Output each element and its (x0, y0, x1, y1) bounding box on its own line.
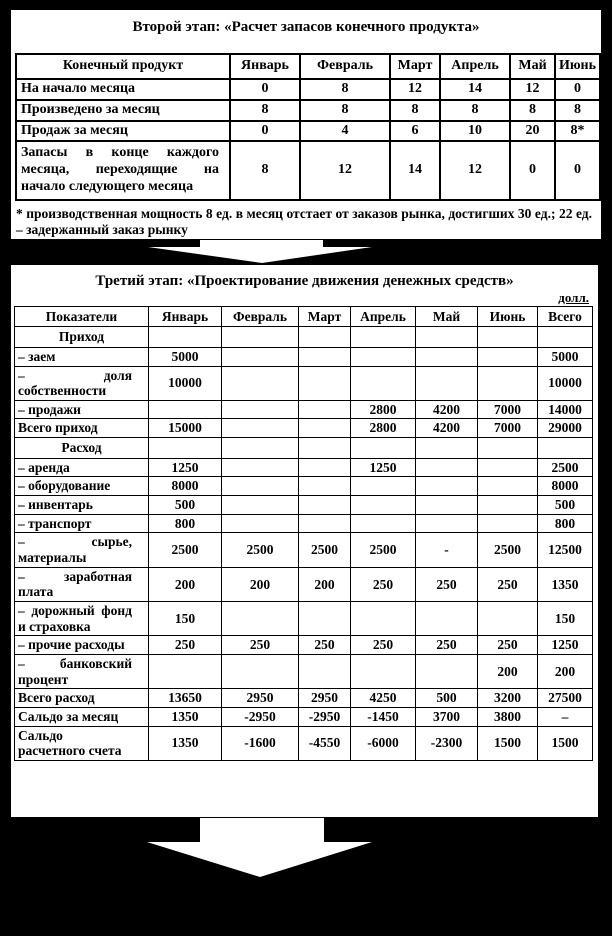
value-cell: 14000 (538, 400, 593, 419)
value-cell (222, 366, 299, 400)
value-cell (351, 477, 416, 496)
value-cell: 200 (538, 655, 593, 689)
column-header: Январь (230, 54, 300, 79)
value-cell: 10000 (538, 366, 593, 400)
value-cell: 8 (440, 100, 510, 121)
value-cell (478, 458, 538, 477)
header-row (16, 54, 600, 79)
value-cell (478, 602, 538, 636)
value-cell (351, 438, 416, 459)
value-cell (299, 602, 351, 636)
value-cell (416, 477, 478, 496)
table-row (15, 438, 593, 459)
row-label: На начало месяца (16, 79, 230, 100)
table-row (15, 655, 593, 689)
value-cell: 500 (416, 689, 478, 708)
value-cell (149, 438, 222, 459)
table-row (15, 477, 593, 496)
value-cell (538, 438, 593, 459)
section-label: Расход (15, 438, 149, 459)
row-label: – оборудование (15, 477, 149, 496)
value-cell: 0 (230, 121, 300, 142)
column-header: Апрель (351, 306, 416, 327)
value-cell: 0 (555, 79, 600, 100)
value-cell (351, 347, 416, 366)
column-header: Апрель (440, 54, 510, 79)
table-row (15, 689, 593, 708)
table-row (15, 400, 593, 419)
column-header: Конечный продукт (16, 54, 230, 79)
value-cell: -2950 (299, 707, 351, 726)
value-cell (416, 366, 478, 400)
down-arrow-icon (0, 818, 612, 936)
value-cell: 8* (555, 121, 600, 142)
value-cell: 2500 (149, 533, 222, 567)
value-cell: 4250 (351, 689, 416, 708)
value-cell: 3200 (478, 689, 538, 708)
value-cell: 200 (478, 655, 538, 689)
value-cell: 200 (222, 567, 299, 601)
value-cell (299, 514, 351, 533)
row-label: – аренда (15, 458, 149, 477)
value-cell: 2500 (538, 458, 593, 477)
value-cell: 5000 (149, 347, 222, 366)
value-cell (351, 655, 416, 689)
value-cell: 14 (390, 141, 440, 199)
value-cell (299, 458, 351, 477)
column-header: Февраль (300, 54, 390, 79)
value-cell (149, 327, 222, 348)
value-cell: 8 (300, 79, 390, 100)
value-cell: 2500 (351, 533, 416, 567)
row-label: Запасы в конце каждого месяца, переходящие на начало следующего месяца (16, 141, 230, 199)
column-header: Показатели (15, 306, 149, 327)
value-cell: 14 (440, 79, 510, 100)
table-row (15, 567, 593, 601)
value-cell (222, 514, 299, 533)
value-cell: 500 (538, 496, 593, 515)
row-label: – заработная плата (15, 567, 149, 601)
value-cell: 8 (230, 100, 300, 121)
table-row (16, 141, 600, 199)
value-cell: 12 (440, 141, 510, 199)
value-cell: 250 (299, 636, 351, 655)
value-cell (478, 477, 538, 496)
value-cell: 250 (351, 567, 416, 601)
value-cell: 12 (390, 79, 440, 100)
table-row (15, 496, 593, 515)
column-header: Всего (538, 306, 593, 327)
row-label: Сальдо расчетного счета (15, 726, 149, 760)
value-cell: 7000 (478, 400, 538, 419)
value-cell (478, 347, 538, 366)
value-cell (222, 458, 299, 477)
row-label: – прочие расходы (15, 636, 149, 655)
value-cell: 8 (390, 100, 440, 121)
value-cell: 13650 (149, 689, 222, 708)
value-cell (299, 327, 351, 348)
value-cell (416, 602, 478, 636)
value-cell: 8000 (538, 477, 593, 496)
value-cell: 2950 (222, 689, 299, 708)
value-cell: 1500 (538, 726, 593, 760)
value-cell (222, 602, 299, 636)
value-cell: 10 (440, 121, 510, 142)
value-cell (222, 400, 299, 419)
column-header: Март (299, 306, 351, 327)
table-row (15, 533, 593, 567)
value-cell (222, 419, 299, 438)
header-row (15, 306, 593, 327)
row-label: Произведено за месяц (16, 100, 230, 121)
value-cell: 20 (510, 121, 555, 142)
table-row (15, 419, 593, 438)
value-cell: 7000 (478, 419, 538, 438)
value-cell: -1450 (351, 707, 416, 726)
value-cell: 250 (478, 636, 538, 655)
currency-label: долл. (558, 290, 589, 306)
value-cell: 150 (538, 602, 593, 636)
value-cell: 4200 (416, 419, 478, 438)
value-cell (416, 347, 478, 366)
value-cell: 800 (538, 514, 593, 533)
value-cell: 5000 (538, 347, 593, 366)
value-cell: 8000 (149, 477, 222, 496)
value-cell: 12 (300, 141, 390, 199)
value-cell (222, 438, 299, 459)
column-header: Март (390, 54, 440, 79)
value-cell: 0 (555, 141, 600, 199)
row-label: – дорожный фонд и страховка (15, 602, 149, 636)
value-cell: 4200 (416, 400, 478, 419)
value-cell: 2800 (351, 419, 416, 438)
value-cell (478, 496, 538, 515)
value-cell (351, 514, 416, 533)
value-cell (149, 655, 222, 689)
table-row (15, 514, 593, 533)
value-cell (222, 327, 299, 348)
column-header: Июнь (555, 54, 600, 79)
value-cell (149, 400, 222, 419)
value-cell: 27500 (538, 689, 593, 708)
value-cell (299, 438, 351, 459)
value-cell: 200 (149, 567, 222, 601)
value-cell (416, 655, 478, 689)
value-cell: 8 (300, 100, 390, 121)
value-cell: -2300 (416, 726, 478, 760)
value-cell (416, 438, 478, 459)
value-cell (478, 327, 538, 348)
value-cell (222, 347, 299, 366)
stage3-title: Третий этап: «Проектирование движения денежных средств» (95, 273, 514, 289)
value-cell: 12500 (538, 533, 593, 567)
value-cell: 1350 (149, 707, 222, 726)
value-cell: 1350 (149, 726, 222, 760)
value-cell (351, 327, 416, 348)
value-cell: 500 (149, 496, 222, 515)
value-cell (416, 327, 478, 348)
value-cell (299, 366, 351, 400)
column-header: Май (510, 54, 555, 79)
table-row (15, 347, 593, 366)
value-cell: 4 (300, 121, 390, 142)
value-cell: 150 (149, 602, 222, 636)
value-cell (351, 602, 416, 636)
table-row (15, 366, 593, 400)
value-cell (416, 514, 478, 533)
value-cell: 8 (555, 100, 600, 121)
column-header: Февраль (222, 306, 299, 327)
value-cell: -6000 (351, 726, 416, 760)
value-cell (538, 327, 593, 348)
value-cell: 12 (510, 79, 555, 100)
value-cell (222, 496, 299, 515)
row-label: Сальдо за месяц (15, 707, 149, 726)
value-cell: 15000 (149, 419, 222, 438)
value-cell (416, 496, 478, 515)
value-cell (222, 655, 299, 689)
row-label: – банковский процент (15, 655, 149, 689)
row-label: – сырье, материалы (15, 533, 149, 567)
section-label: Приход (15, 327, 149, 348)
value-cell: – (538, 707, 593, 726)
table-row (15, 327, 593, 348)
value-cell (416, 458, 478, 477)
value-cell (478, 366, 538, 400)
column-header: Июнь (478, 306, 538, 327)
value-cell: 250 (222, 636, 299, 655)
value-cell: 3800 (478, 707, 538, 726)
stage2-title: Второй этап: «Расчет запасов конечного продукта» (132, 19, 480, 35)
value-cell: 200 (299, 567, 351, 601)
value-cell: -4550 (299, 726, 351, 760)
value-cell (351, 496, 416, 515)
row-label: – доля собственности (15, 366, 149, 400)
table-row (15, 636, 593, 655)
table-row (15, 707, 593, 726)
product-stock-table (15, 53, 601, 201)
value-cell (299, 419, 351, 438)
row-label: Продаж за месяц (16, 121, 230, 142)
value-cell: 1250 (351, 458, 416, 477)
value-cell: 800 (149, 514, 222, 533)
cash-flow-table (14, 306, 593, 761)
table-row (15, 602, 593, 636)
row-label: Всего приход (15, 419, 149, 438)
value-cell (299, 347, 351, 366)
stage2-footnote: * производственная мощность 8 ед. в месяц отстает от заказов рынка, достигших 30 ед.; 22 ед. – задержанный заказ рынку (16, 205, 592, 237)
value-cell: -2950 (222, 707, 299, 726)
value-cell: 1250 (149, 458, 222, 477)
value-cell: 3700 (416, 707, 478, 726)
value-cell (351, 366, 416, 400)
value-cell: -1600 (222, 726, 299, 760)
value-cell: 0 (230, 79, 300, 100)
row-label: Всего расход (15, 689, 149, 708)
row-label: – заем (15, 347, 149, 366)
value-cell: 8 (510, 100, 555, 121)
value-cell: 2500 (222, 533, 299, 567)
table-row (16, 79, 600, 100)
value-cell: 2950 (299, 689, 351, 708)
value-cell: 1500 (478, 726, 538, 760)
table-row (16, 100, 600, 121)
value-cell: 1250 (538, 636, 593, 655)
value-cell: 250 (416, 567, 478, 601)
row-label: – продажи (15, 400, 149, 419)
row-label: – инвентарь (15, 496, 149, 515)
stage3-panel (10, 264, 599, 818)
value-cell: 10000 (149, 366, 222, 400)
row-label: – транспорт (15, 514, 149, 533)
stage2-panel (10, 9, 602, 240)
value-cell: 2800 (351, 400, 416, 419)
value-cell: - (416, 533, 478, 567)
value-cell (299, 477, 351, 496)
table-row (16, 121, 600, 142)
value-cell (478, 514, 538, 533)
value-cell (299, 496, 351, 515)
value-cell: 29000 (538, 419, 593, 438)
table-row (15, 726, 593, 760)
value-cell (478, 438, 538, 459)
value-cell (299, 400, 351, 419)
value-cell: 0 (510, 141, 555, 199)
table-row (15, 458, 593, 477)
value-cell: 2500 (478, 533, 538, 567)
value-cell: 8 (230, 141, 300, 199)
value-cell: 6 (390, 121, 440, 142)
value-cell: 250 (478, 567, 538, 601)
column-header: Май (416, 306, 478, 327)
value-cell: 250 (149, 636, 222, 655)
value-cell: 250 (351, 636, 416, 655)
value-cell (299, 655, 351, 689)
value-cell: 2500 (299, 533, 351, 567)
value-cell (222, 477, 299, 496)
value-cell: 250 (416, 636, 478, 655)
down-arrow-icon (0, 240, 612, 264)
value-cell: 1350 (538, 567, 593, 601)
column-header: Январь (149, 306, 222, 327)
